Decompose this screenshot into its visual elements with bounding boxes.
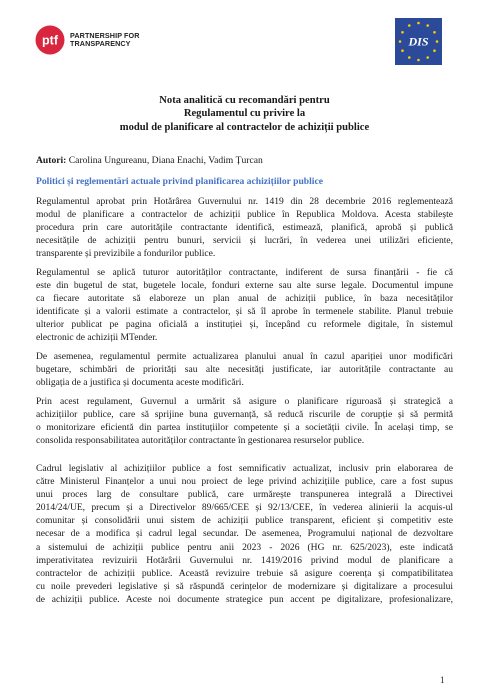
ptf-logo: [35, 25, 140, 55]
paragraph-line: necesitățile de achiziții pentru bunuri, servicii și lucrări, în vederea unei utilizări eficiente,: [36, 235, 453, 247]
title-line-3: modul de planificare al contractelor de achiziții publice: [119, 121, 370, 133]
paragraph-1: [36, 195, 453, 260]
paragraph-5: [36, 462, 453, 606]
paragraph-line: identificate și a valorii estimate a contractelor, și să îl aprobe în termenele stabilite. Planul trebuie: [36, 306, 453, 318]
authors-names: Carolina Ungureanu, Diana Enachi, Vadim Țurcan: [68, 155, 263, 166]
paragraph-4: [36, 395, 453, 447]
paragraph-2: [36, 266, 453, 345]
paragraph-line: electronic de achiziții MTender.: [36, 332, 158, 344]
paragraph-line: necesar de a modifica și cadrul legal secundar. De asemenea, Programului național de dezvoltare: [36, 528, 453, 540]
paragraph-line: către Ministerul Finanțelor a unui nou proiect de lege privind achizițiile publice, care a fost supus: [36, 476, 453, 488]
paragraph-line: contractelor de achiziții publice. Această revizuire trebuie să asigure coerența și compatibilitatea: [36, 567, 453, 579]
ptf-logo-letters: ptf: [42, 33, 58, 48]
paragraph-line: De asemenea, regulamentul permite actualizarea planului anual în cazul apariției unor modificări: [36, 351, 453, 362]
paragraph-line: Regulamentul se aplică tuturor autorităților contractante, indiferent de sursa finanțării - fie că: [36, 267, 453, 278]
authors-label: Autori:: [36, 155, 67, 166]
org-name: [70, 32, 140, 48]
paragraph-line: o monitorizare eficientă din partea instituțiilor competente și a societății civile. În același timp, se: [36, 422, 453, 434]
page-header: [0, 0, 489, 80]
paragraph-line: obligația de a justifica și documenta aceste modificări.: [36, 377, 244, 389]
ptf-logo-mark: [35, 25, 65, 55]
paragraph-line: Prin acest regulament, Guvernul a urmărit să asigure o planificare riguroasă și strategică a: [36, 396, 453, 407]
dis-logo-text: DIS: [408, 34, 429, 49]
paragraph-line: 2014/24/UE, precum și a Directivelor 89/665/CEE și 92/13/CEE, în vederea alinierii la acquis-ul: [36, 502, 453, 514]
paragraph-line: de achiziții publice. Aceste noi documente strategice pun accent pe digitalizare, profesionalizare,: [36, 593, 453, 605]
paragraph-line: modul de planificare a contractelor de achiziții publice în Republica Moldova. Acesta stabilește: [36, 209, 453, 221]
paragraph-3: [36, 350, 453, 389]
paragraph-line: a sistemului de achiziții publice pentru anii 2023 - 2026 (HG nr. 625/2023), este indicată: [36, 541, 453, 553]
title-line-2: Regulamentul cu privire la: [183, 108, 306, 120]
paragraph-line: Cadrul legislativ al achizițiilor publice a fost semnificativ actualizat, inclusiv prin elaborarea de: [36, 463, 453, 474]
paragraph-line: este din bugetul de stat, bugetele locale, fonduri externe sau alte surse legale. Documentul impune: [36, 280, 453, 292]
paragraph-line: ulterior publicat pe pagina oficială a instituției și, începând cu reformele digitale, în sistemul: [36, 319, 453, 331]
org-name-line1: PARTNERSHIP FOR: [70, 30, 140, 40]
paragraph-line: bugetare, schimbări de priorități sau alte necesități justificate, iar autoritățile contractante au: [36, 364, 453, 376]
paragraph-line: transparente și previzibile a fondurilor publice.: [36, 248, 216, 260]
authors-line: [36, 155, 453, 167]
paragraph-line: cu noile prevederi legislative și să răspundă cerințelor de modernizare și digitalizare a procesului: [36, 580, 453, 592]
paragraph-line: ca fiecare autoritate să elaboreze un plan anual de achiziții publice, în baza necesităților: [36, 293, 453, 305]
section-heading: Politici și reglementări actuale privind planificarea achizițiilor publice: [36, 176, 323, 187]
paragraph-line: imperativitatea revizuirii Hotărârii Guvernului nr. 1419/2016 privind modul de planificare a: [36, 554, 453, 566]
title-line-1: Nota analitică cu recomandări pentru: [159, 95, 330, 106]
paragraph-line: unui proces larg de consultare publică, care urmărește transpunerea integrală a Directivei: [36, 489, 453, 501]
page-number: 1: [440, 675, 445, 685]
paragraph-line: achizițiilor publice, care să sprijine buna guvernanță, să reducă riscurile de corupție și să permită: [36, 409, 453, 421]
dis-eu-logo: [395, 18, 442, 65]
paragraph-line: Regulamentul aprobat prin Hotărârea Guvernului nr. 1419 din 28 decembrie 2016 reglementează: [36, 196, 453, 207]
document-title: [36, 94, 453, 134]
paragraph-line: procedura prin care autoritățile contractante identifică, estimează, planifică, aprobă și publică: [36, 222, 453, 234]
org-name-line2: TRANSPARENCY: [70, 39, 131, 48]
paragraph-line: comunitar și consolidării unui sistem de achiziții publice transparent, eficient și competitiv este: [36, 515, 453, 527]
paragraph-line: consolida responsabilitatea autorităților contractante în gestionarea resurselor publice.: [36, 435, 365, 447]
